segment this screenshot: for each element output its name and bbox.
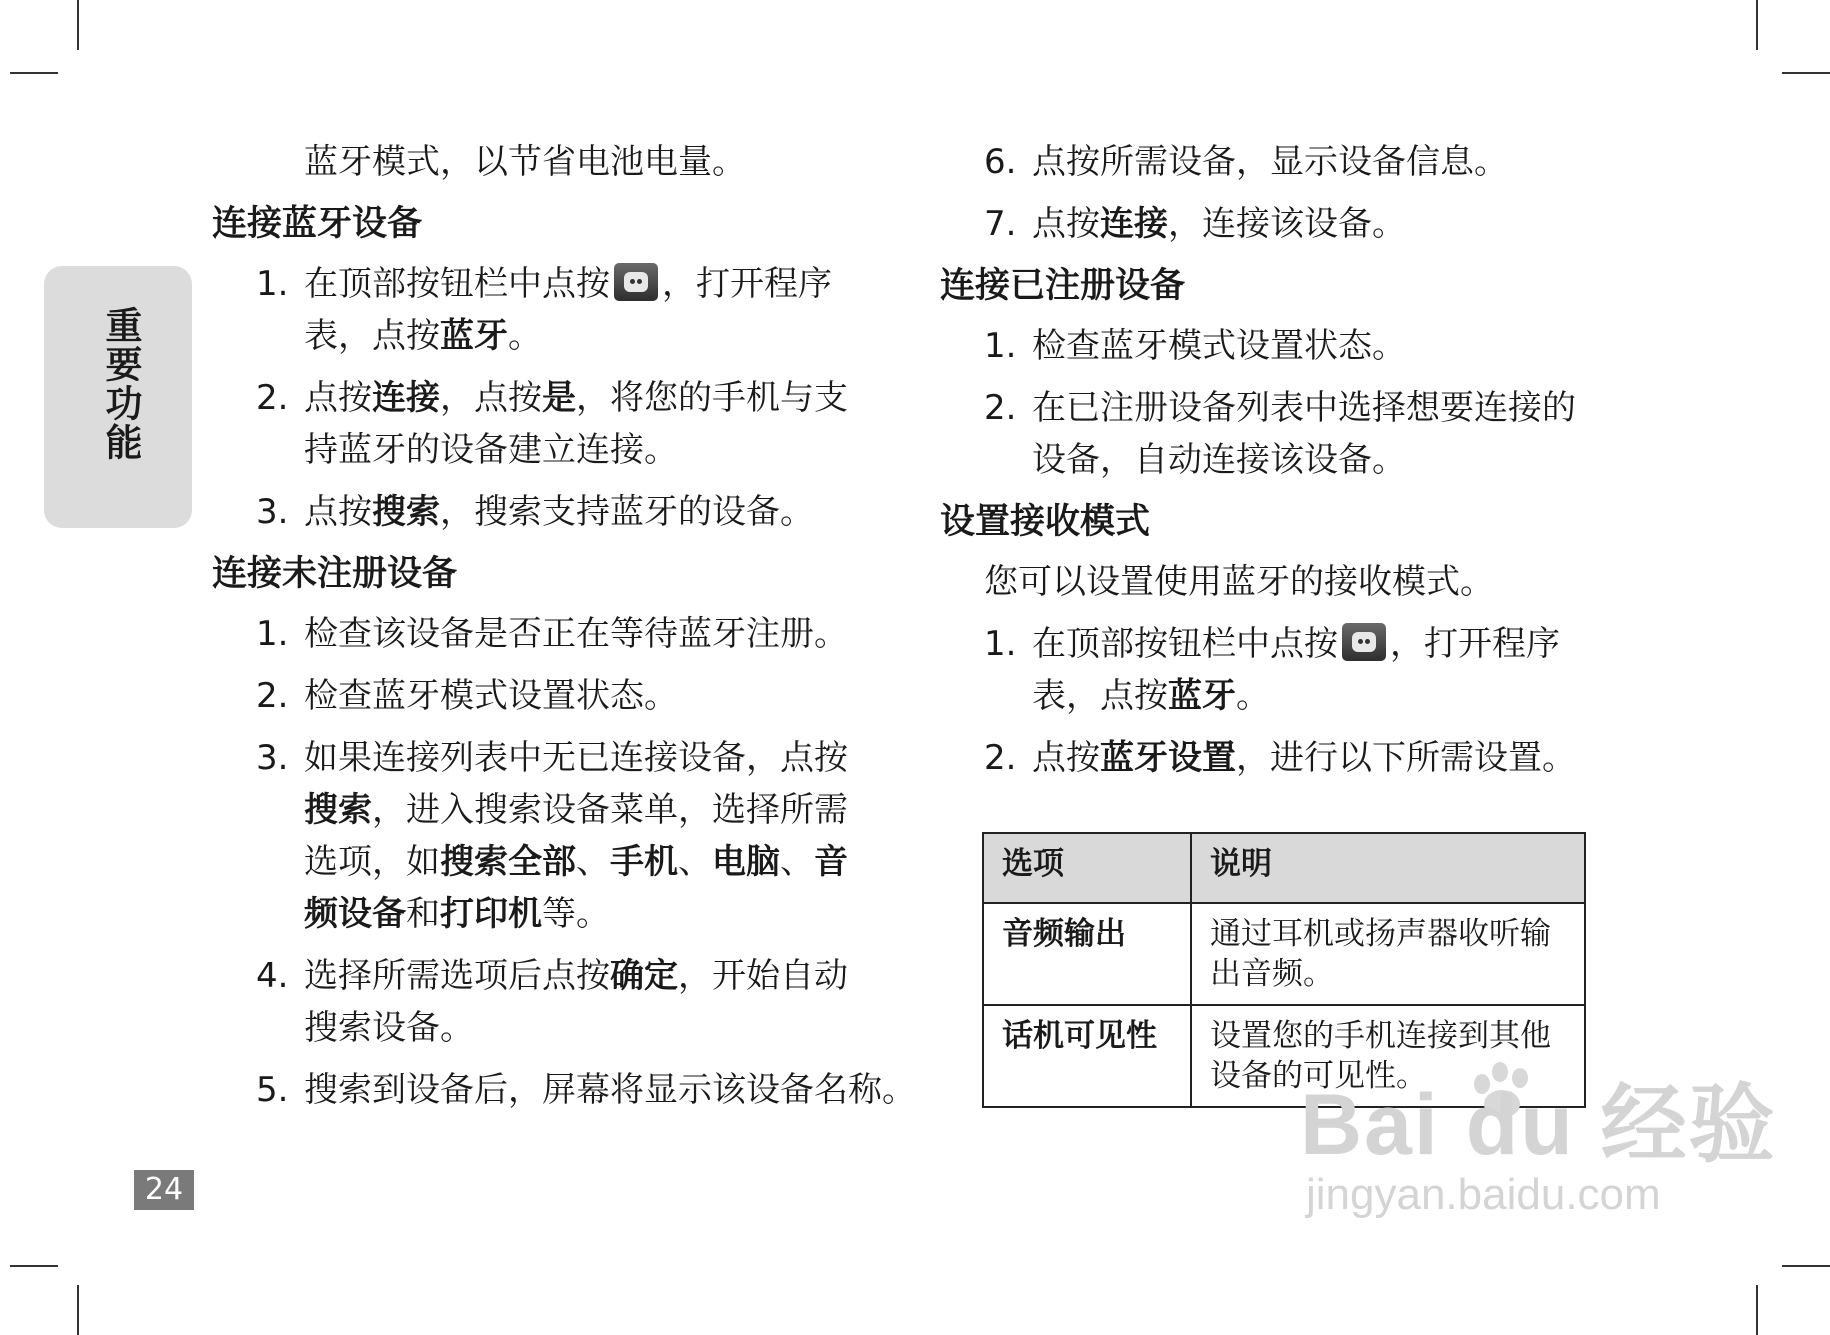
list-item: 7. 点按连接，连接该设备。 xyxy=(984,204,1406,244)
list-item: 2. 在已注册设备列表中选择想要连接的 设备，自动连接该设备。 xyxy=(984,388,1576,480)
crop-mark xyxy=(1756,1285,1758,1335)
watermark-logo: Bai du 经验 xyxy=(1300,1077,1777,1173)
section-intro: 您可以设置使用蓝牙的接收模式。 xyxy=(984,562,1494,602)
left-column xyxy=(212,136,916,1126)
section-title: 连接未注册设备 xyxy=(212,553,458,594)
table-cell: 话机可见性 xyxy=(983,1005,1191,1107)
list-item: 1. 检查该设备是否正在等待蓝牙注册。 xyxy=(256,614,848,654)
section-title: 连接蓝牙设备 xyxy=(212,203,423,244)
crop-mark xyxy=(10,1265,58,1267)
list-item: 4. 选择所需选项后点按确定，开始自动 搜索设备。 xyxy=(256,956,848,1048)
intro-text: 蓝牙模式，以节省电池电量。 xyxy=(304,142,746,182)
list-item: 1. 检查蓝牙模式设置状态。 xyxy=(984,326,1406,366)
crop-mark xyxy=(1782,1265,1830,1267)
list-item: 2. 点按连接，点按是，将您的手机与支 持蓝牙的设备建立连接。 xyxy=(256,378,848,470)
table-cell: 设置您的手机连接到其他设备的可见性。 xyxy=(1191,1005,1585,1107)
table-cell: 音频输出 xyxy=(983,903,1191,1005)
crop-mark xyxy=(10,72,58,74)
crop-mark xyxy=(1782,72,1830,74)
watermark-url: jingyan.baidu.com xyxy=(1306,1170,1661,1219)
table-row xyxy=(983,903,1585,1005)
list-item: 2. 检查蓝牙模式设置状态。 xyxy=(256,676,678,716)
list-item: 1. 在顶部按钮栏中点按 ，打开程序 表，点按蓝牙。 xyxy=(256,264,832,356)
crop-mark xyxy=(77,1285,79,1335)
table-header: 选项 xyxy=(983,833,1191,903)
list-item: 6. 点按所需设备，显示设备信息。 xyxy=(984,142,1508,182)
watermark xyxy=(1300,1077,1777,1220)
menu-icon xyxy=(614,263,658,301)
crop-mark xyxy=(77,0,79,50)
list-item: 2. 点按蓝牙设置，进行以下所需设置。 xyxy=(984,738,1576,778)
menu-icon xyxy=(1342,623,1386,661)
table-header-row xyxy=(983,833,1585,903)
table-header: 说明 xyxy=(1191,833,1585,903)
chapter-tab xyxy=(44,266,192,528)
page-number: 24 xyxy=(134,1170,194,1210)
list-item: 5. 搜索到设备后，屏幕将显示该设备名称。 xyxy=(256,1070,916,1110)
list-item: 3. 点按搜索，搜索支持蓝牙的设备。 xyxy=(256,492,814,532)
list-item: 3. 如果连接列表中无已连接设备，点按 搜索，进入搜索设备菜单，选择所需 选项，如搜索全部、手机、电脑、音 频设备和打印机等。 xyxy=(256,738,848,934)
table-cell: 通过耳机或扬声器收听输出音频。 xyxy=(1191,903,1585,1005)
chapter-tab-label: 重要功能 xyxy=(99,306,142,462)
section-title: 设置接收模式 xyxy=(940,501,1151,542)
right-column xyxy=(940,136,1590,794)
crop-mark xyxy=(1756,0,1758,50)
list-item: 1. 在顶部按钮栏中点按 ，打开程序 表，点按蓝牙。 xyxy=(984,624,1560,716)
section-title: 连接已注册设备 xyxy=(940,265,1186,306)
